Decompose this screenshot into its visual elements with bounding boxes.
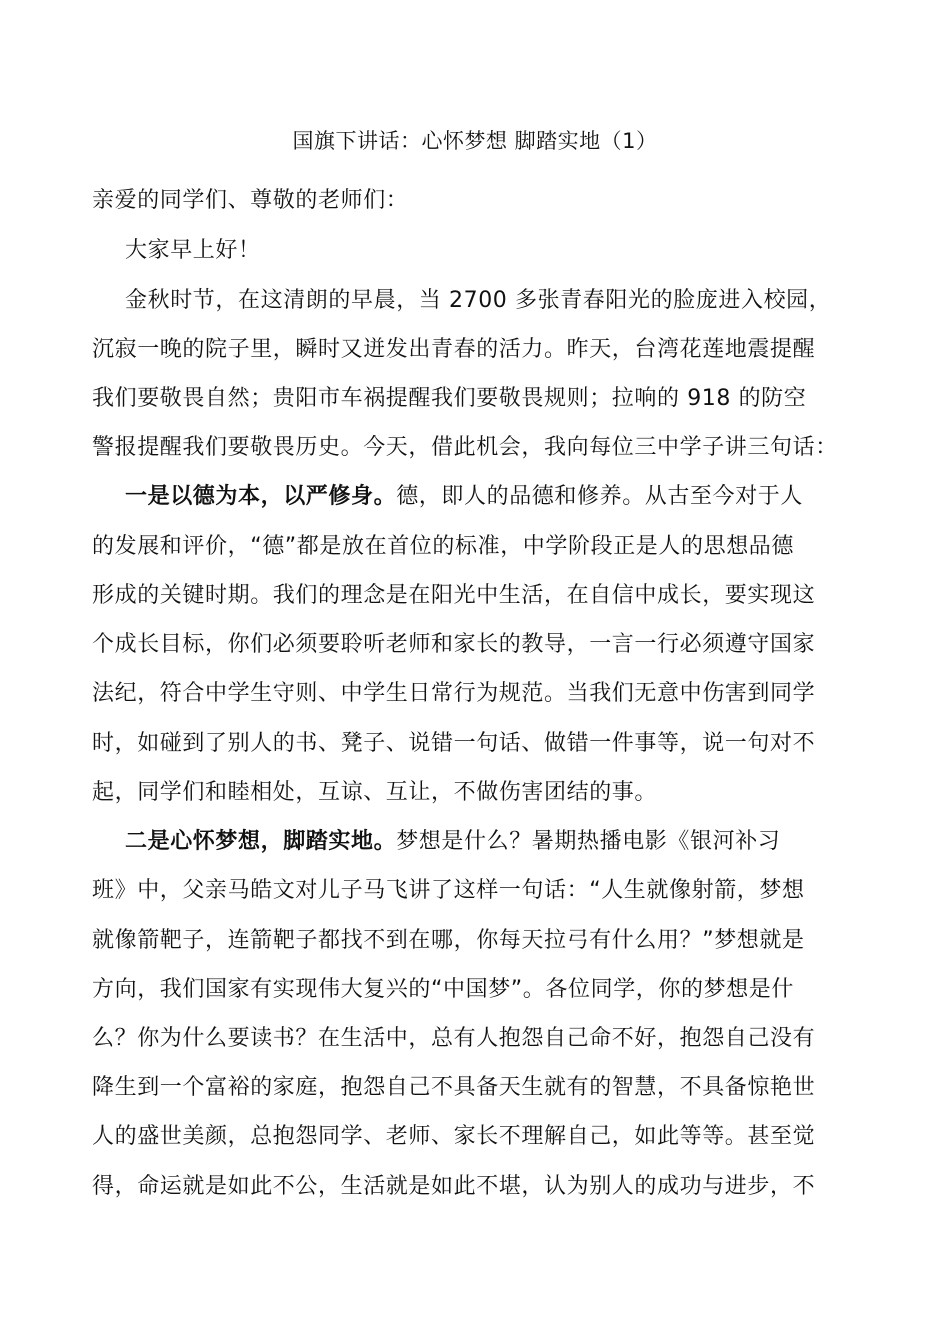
- section-text: 德，即人的品德和修养。从古至今对于人: [396, 484, 804, 509]
- paragraph-line: [125, 480, 875, 514]
- document-title: 国旗下讲话：心怀梦想 脚踏实地（1）: [292, 129, 658, 153]
- paragraph-line: 方向，我们国家有实现伟大复兴的“中国梦”。各位同学，你的梦想是什: [92, 977, 794, 1002]
- paragraph-line: 警报提醒我们要敬畏历史。今天，借此机会，我向每位三中学子讲三句话：: [92, 435, 838, 460]
- paragraph-line: 就像箭靶子，连箭靶子都找不到在哪，你每天拉弓有什么用？”梦想就是: [92, 928, 805, 953]
- paragraph-line: 我们要敬畏自然；贵阳市车祸提醒我们要敬畏规则；拉响的 918 的防空: [92, 386, 807, 411]
- paragraph-line: 形成的关键时期。我们的理念是在阳光中生活，在自信中成长，要实现这: [92, 583, 816, 608]
- paragraph-line: 个成长目标，你们必须要聆听老师和家长的教导，一言一行必须遵守国家: [92, 632, 816, 657]
- greeting: 大家早上好！: [125, 238, 261, 263]
- paragraph-line: 沉寂一晚的院子里，瞬时又迸发出青春的活力。昨天，台湾花莲地震提醒: [92, 337, 816, 362]
- paragraph-line: 法纪，符合中学生守则、中学生日常行为规范。当我们无意中伤害到同学: [92, 681, 816, 706]
- paragraph-line: 降生到一个富裕的家庭，抱怨自己不具备天生就有的智慧，不具备惊艳世: [92, 1075, 816, 1100]
- salutation: 亲爱的同学们、尊敬的老师们：: [92, 188, 409, 213]
- paragraph-line: 起，同学们和睦相处，互谅、互让，不做伤害团结的事。: [92, 780, 658, 805]
- paragraph-line: 得，命运就是如此不公，生活就是如此不堪，认为别人的成功与进步，不: [92, 1174, 816, 1199]
- section-heading-1: 一是以德为本，以严修身。: [125, 484, 397, 509]
- section-text: 梦想是什么？暑期热播电影《银河补习: [396, 829, 781, 854]
- paragraph-line: 时，如碰到了别人的书、凳子、说错一句话、做错一件事等，说一句对不: [92, 731, 816, 756]
- section-heading-2: 二是心怀梦想，脚踏实地。: [125, 829, 397, 854]
- paragraph-line: 人的盛世美颜，总抱怨同学、老师、家长不理解自己，如此等等。甚至觉: [92, 1124, 816, 1149]
- paragraph-line: 么？你为什么要读书？在生活中，总有人抱怨自己命不好，抱怨自己没有: [92, 1026, 816, 1051]
- paragraph-line: 的发展和评价，“德”都是放在首位的标准，中学阶段正是人的思想品德: [92, 534, 794, 559]
- paragraph-line: [125, 825, 875, 859]
- paragraph-line: 金秋时节，在这清朗的早晨，当 2700 多张青春阳光的脸庞进入校园，: [125, 288, 832, 313]
- paragraph-line: 班》中，父亲马皓文对儿子马飞讲了这样一句话：“人生就像射箭，梦想: [92, 878, 805, 903]
